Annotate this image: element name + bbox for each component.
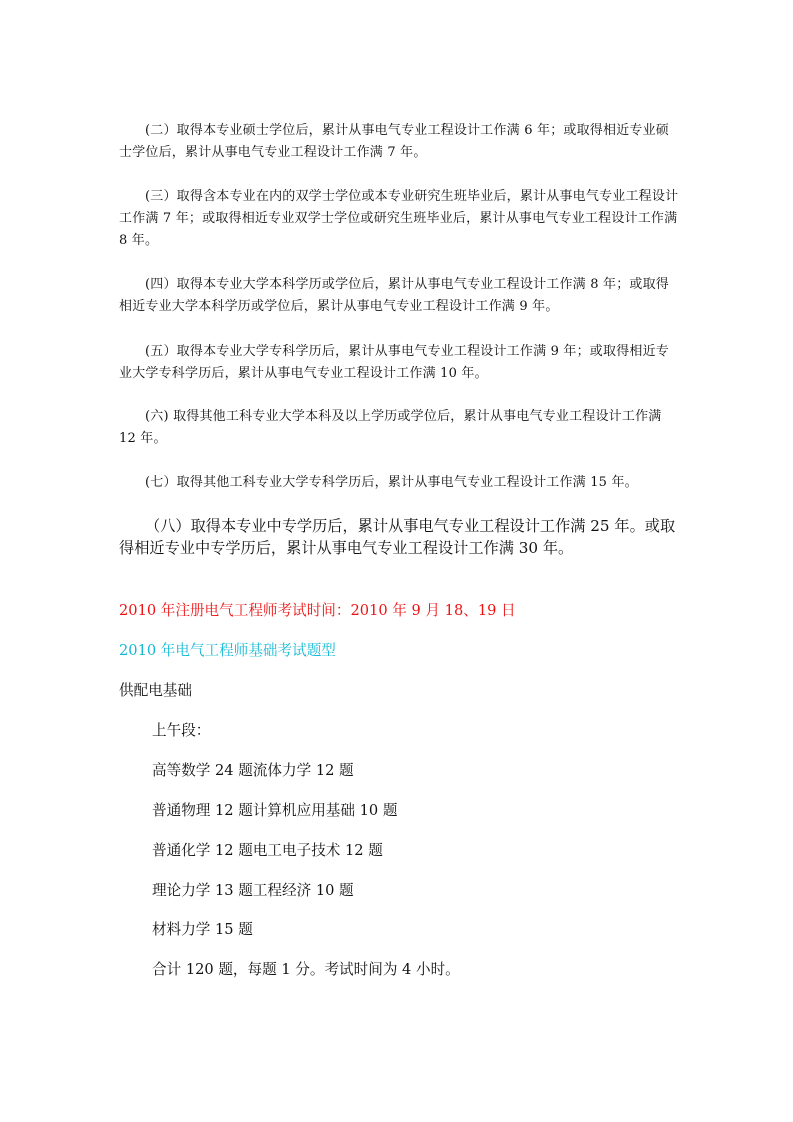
paragraph-7: (七）取得其他工科专业大学专科学历后，累计从事电气专业工程设计工作满 15 年。 bbox=[145, 475, 638, 490]
paragraph-2: (二）取得本专业硕士学位后，累计从事电气专业工程设计工作满 6 年；或取得相近专业硕士学位后，累计从事电气专业工程设计工作满 7 年。 bbox=[119, 123, 670, 160]
subject-line: 材料力学 15 题 bbox=[152, 921, 253, 938]
total-line: 合计 120 题，每题 1 分。考试时间为 4 小时。 bbox=[152, 961, 460, 978]
morning-label: 上午段： bbox=[152, 722, 211, 739]
paragraph-3: (三）取得含本专业在内的双学士学位或本专业研究生班毕业后，累计从事电气专业工程设计工作满 7 年；或取得相近专业双学士学位或研究生班毕业后，累计从事电气专业工程设计工作满 8 年。 bbox=[119, 189, 679, 248]
subject-line: 普通化学 12 题电工电子技术 12 题 bbox=[152, 842, 383, 859]
subject-line: 普通物理 12 题计算机应用基础 10 题 bbox=[152, 802, 398, 819]
exam-time-heading: 2010 年注册电气工程师考试时间：2010 年 9 月 18、19 日 bbox=[119, 602, 516, 619]
exam-types-heading: 2010 年电气工程师基础考试题型 bbox=[119, 642, 336, 659]
paragraph-6: (六) 取得其他工科专业大学本科及以上学历或学位后，累计从事电气专业工程设计工作满 12 年。 bbox=[119, 409, 662, 446]
paragraph-8: （八）取得本专业中专学历后，累计从事电气专业工程设计工作满 25 年。或取得相近专业中专学历后，累计从事电气专业工程设计工作满 30 年。 bbox=[119, 517, 676, 557]
subject-line: 理论力学 13 题工程经济 10 题 bbox=[152, 882, 354, 899]
paragraph-4: (四）取得本专业大学本科学历或学位后，累计从事电气专业工程设计工作满 8 年；或取得相近专业大学本科学历或学位后，累计从事电气专业工程设计工作满 9 年。 bbox=[119, 277, 670, 314]
section-title: 供配电基础 bbox=[119, 682, 192, 699]
subject-line: 高等数学 24 题流体力学 12 题 bbox=[152, 762, 354, 779]
paragraph-5: (五）取得本专业大学专科学历后，累计从事电气专业工程设计工作满 9 年；或取得相近专业大学专科学历后，累计从事电气专业工程设计工作满 10 年。 bbox=[119, 344, 670, 381]
